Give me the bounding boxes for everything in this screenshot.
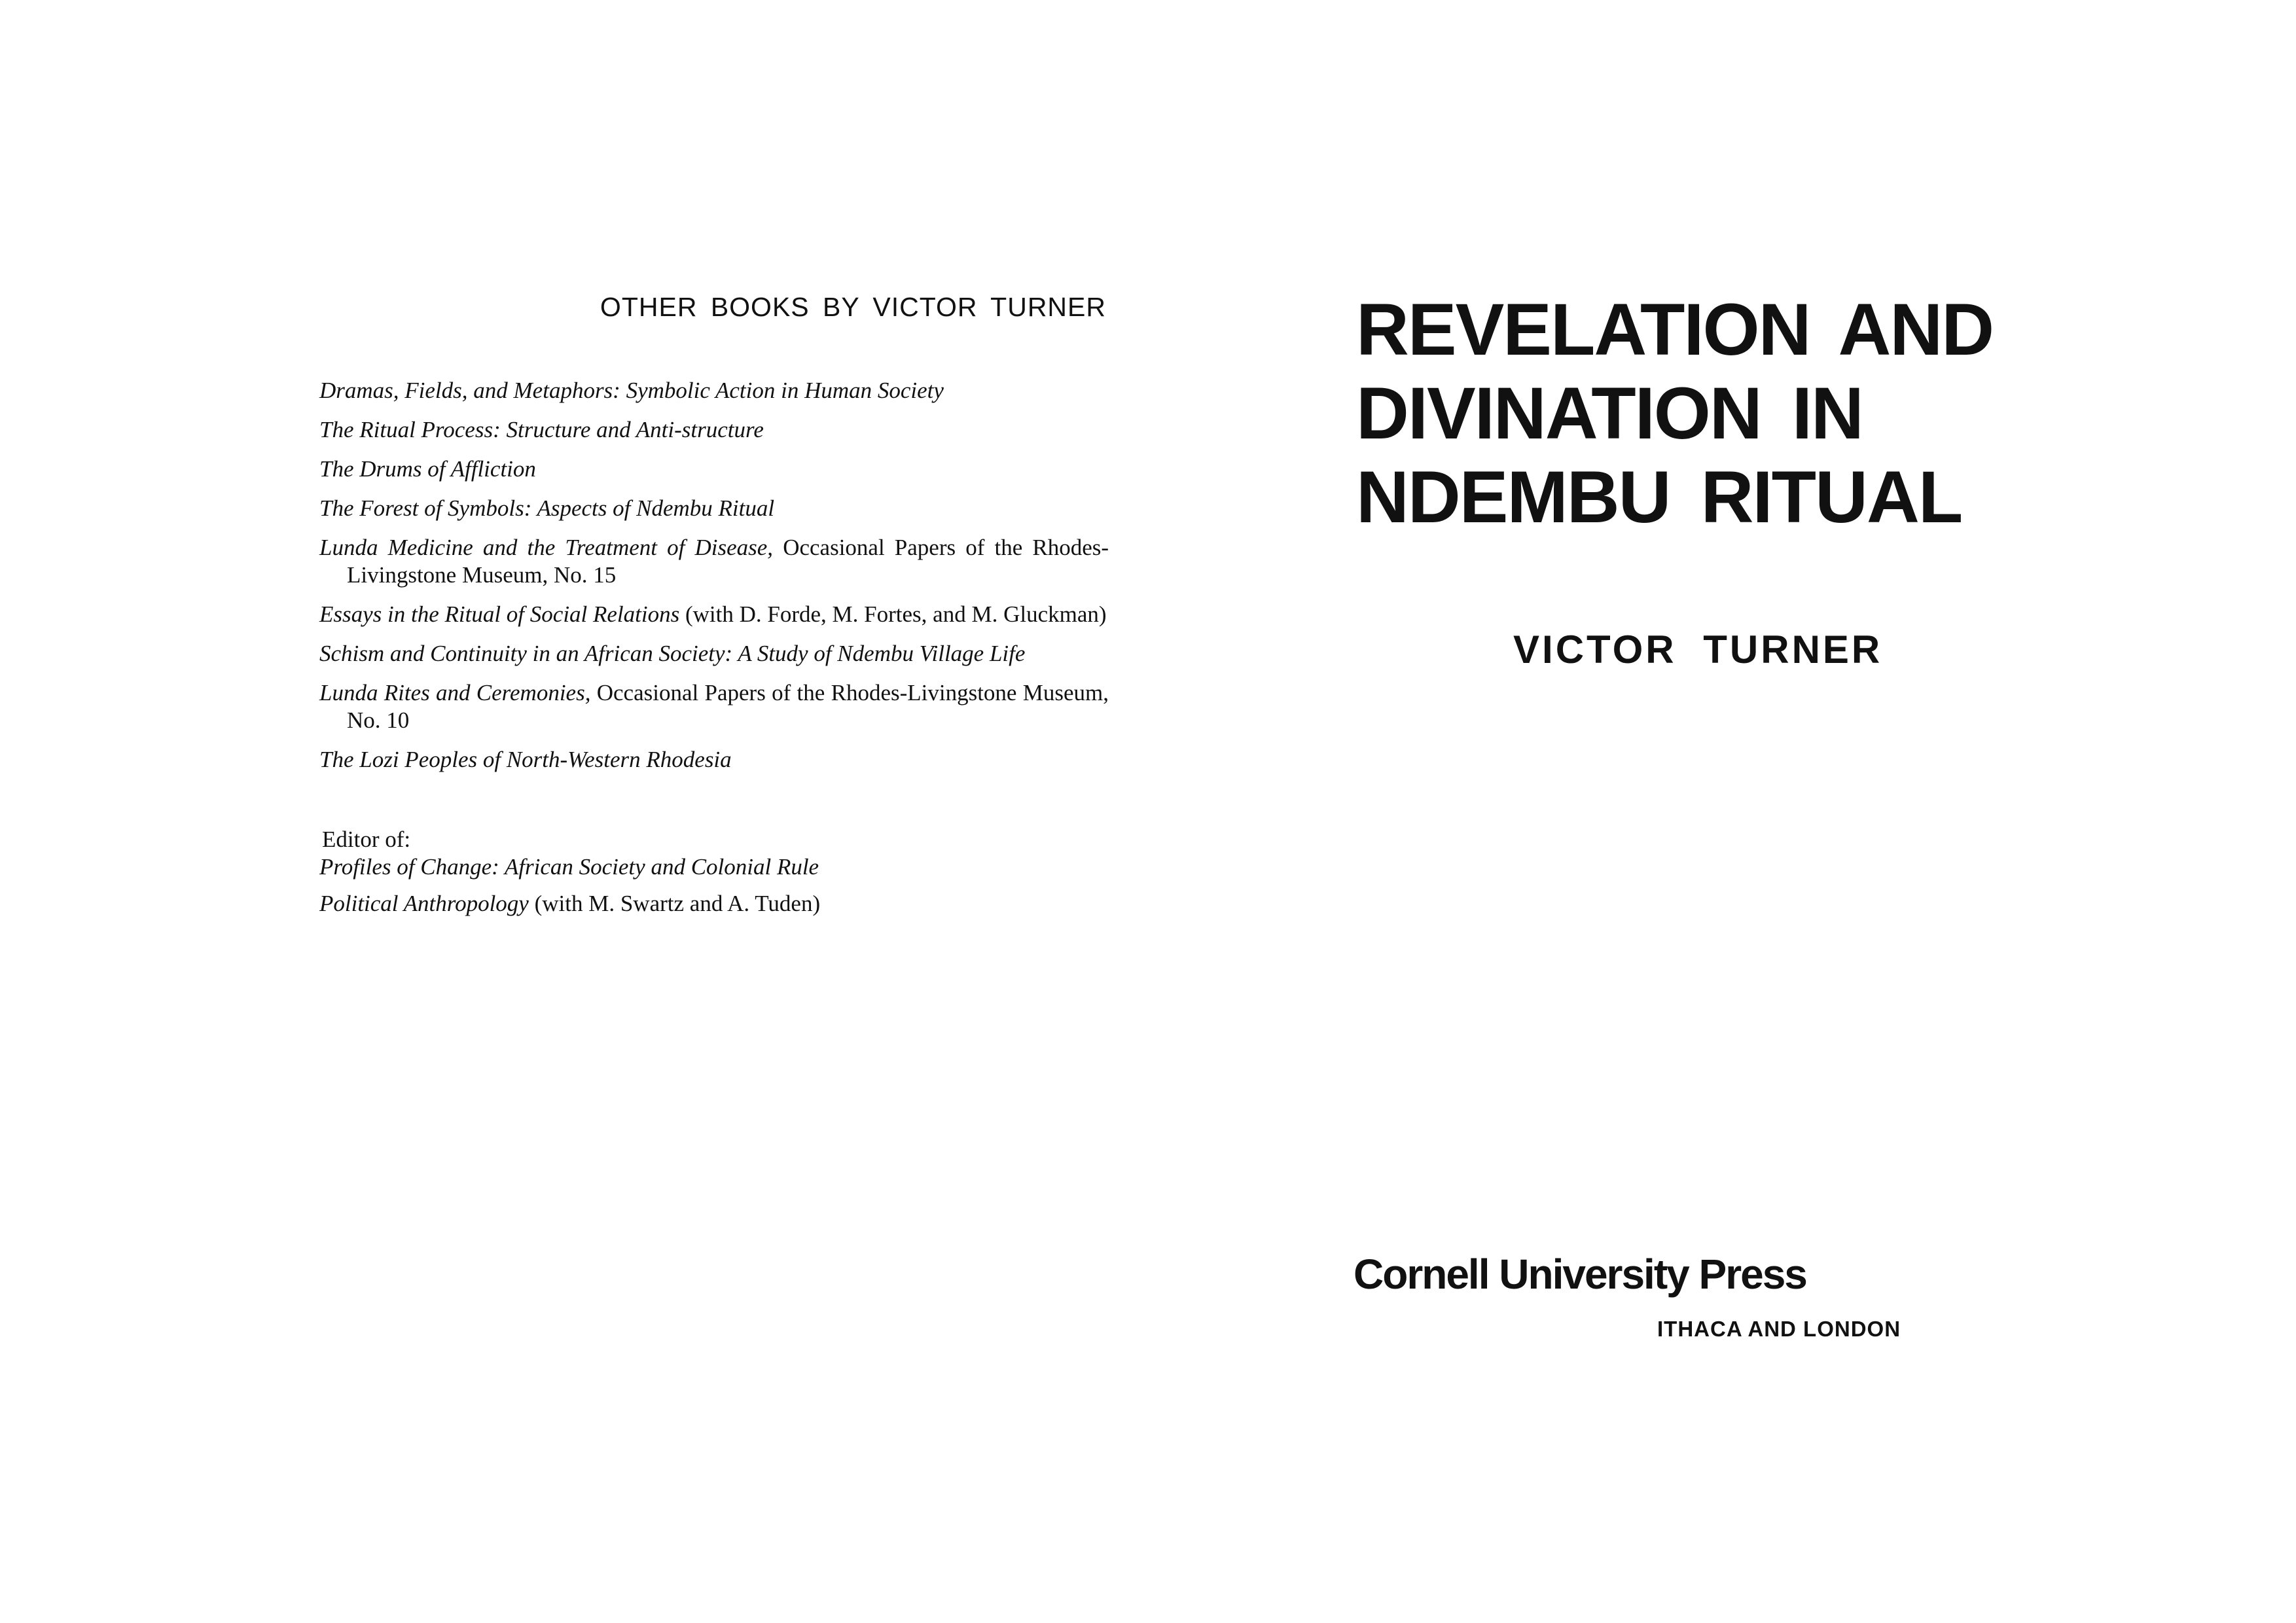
edited-book-note: (with M. Swartz and A. Tuden) — [534, 891, 821, 916]
title-line: DIVINATION IN — [1356, 372, 1863, 454]
book-entry — [319, 746, 1109, 774]
book-title: The Drums of Affliction — [319, 456, 536, 482]
book-entry — [319, 679, 1109, 734]
book-note: Occasional Papers of the Rhodes-Livingstone Museum, No. 10 — [347, 680, 1109, 733]
book-entry — [319, 495, 1109, 522]
edited-book-entry — [319, 890, 1109, 918]
book-title: Lunda Medicine and the Treatment of Disease, — [319, 535, 774, 560]
publisher-location: ITHACA AND LONDON — [1657, 1317, 1901, 1341]
editor-block — [319, 826, 1109, 927]
author-name: VICTOR TURNER — [1513, 628, 1883, 671]
edited-book-list — [319, 853, 1109, 918]
edited-book-entry — [319, 853, 1109, 881]
book-title: The Lozi Peoples of North-Western Rhodesia — [319, 747, 732, 772]
book-note: (with D. Forde, M. Fortes, and M. Gluckman) — [685, 601, 1107, 627]
edited-book-title: Political Anthropology — [319, 891, 529, 916]
other-books-heading: OTHER BOOKS BY VICTOR TURNER — [600, 292, 1106, 322]
book-title: The Ritual Process: Structure and Anti-structure — [319, 417, 764, 442]
edited-book-title: Profiles of Change: African Society and Colonial Rule — [319, 854, 819, 880]
book-title: The Forest of Symbols: Aspects of Ndembu Ritual — [319, 495, 775, 521]
book-entry — [319, 534, 1109, 589]
editor-label: Editor of: — [322, 827, 411, 852]
book-entry — [319, 601, 1109, 628]
book-note: Occasional Papers of the Rhodes-Livingstone Museum, No. 15 — [347, 535, 1109, 588]
right-page — [1148, 0, 2296, 1623]
book-entry — [319, 640, 1109, 668]
book-entry — [319, 416, 1109, 444]
book-title: Essays in the Ritual of Social Relations — [319, 601, 680, 627]
title-line: NDEMBU RITUAL — [1356, 456, 1962, 538]
title-line: REVELATION AND — [1356, 289, 1994, 370]
book-entry — [319, 455, 1109, 483]
book-title: Dramas, Fields, and Metaphors: Symbolic Action in Human Society — [319, 378, 944, 403]
publisher-name: Cornell University Press — [1354, 1251, 1806, 1298]
book-title: Lunda Rites and Ceremonies, — [319, 680, 591, 705]
book-title: Schism and Continuity in an African Society: A Study of Ndembu Village Life — [319, 641, 1026, 666]
book-title-heading — [1356, 288, 2076, 539]
book-entry — [319, 377, 1109, 404]
book-list — [319, 377, 1109, 785]
